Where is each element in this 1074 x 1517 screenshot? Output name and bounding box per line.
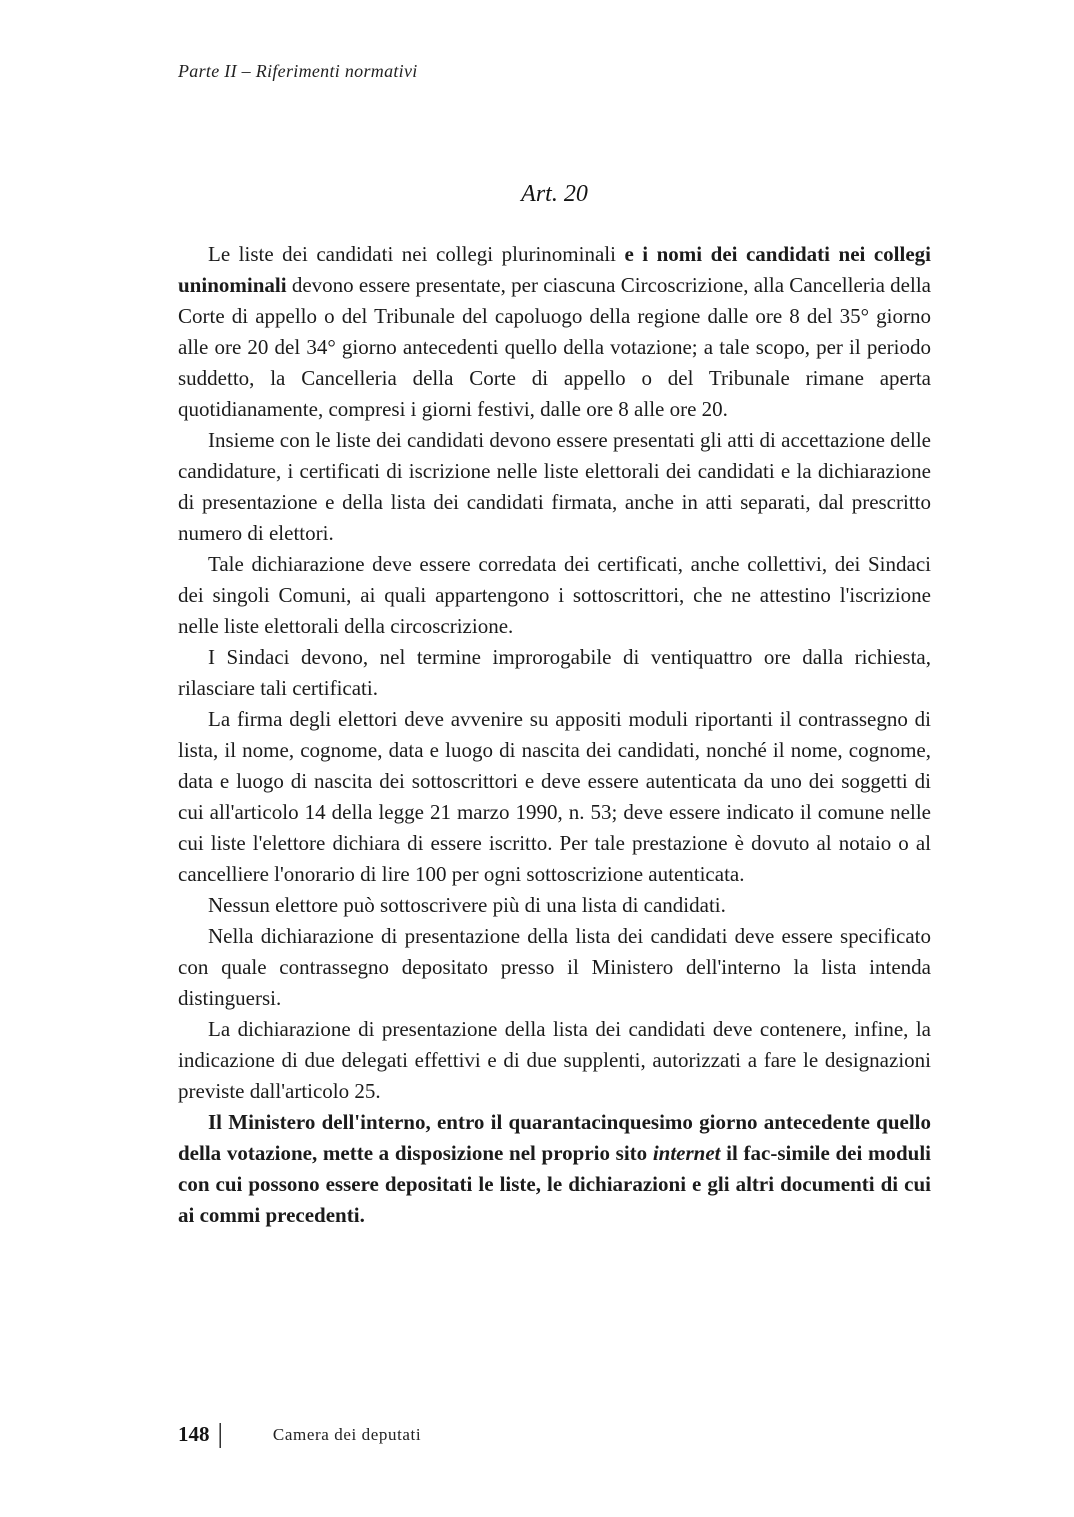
article-body (178, 239, 931, 1231)
text-segment: e i nomi dei candidati nei collegi uninominali (178, 242, 932, 297)
text-segment: internet (652, 1141, 721, 1165)
running-header: Parte II – Riferimenti normativi (178, 61, 418, 81)
paragraph (178, 1107, 931, 1231)
text-segment: Nella dichiarazione di presentazione della lista dei candidati deve essere specificato con quale contrassegno depositato presso il Ministero dell'interno la lista intenda distinguersi. (178, 924, 931, 1010)
footer-separator-bar: | (217, 1418, 223, 1448)
paragraph (178, 890, 931, 921)
text-segment: I Sindaci devono, nel termine improrogabile di ventiquattro ore dalla richiesta, rilasciare tali certificati. (178, 645, 931, 700)
text-segment: il fac-simile dei moduli con cui possono essere depositati le liste, le dichiarazioni e gli altri documenti di cui ai commi precedenti. (178, 1141, 931, 1227)
paragraph (178, 549, 931, 642)
text-segment: Le liste dei candidati nei collegi plurinominali (208, 242, 625, 266)
text-segment: Insieme con le liste dei candidati devono essere presentati gli atti di accettazione delle candidature, i certificati di iscrizione nelle liste elettorali dei candidati e la dichiarazione di presentazione e della lista dei candidati firmata, anche in atti separati, dal prescritto numero di elettori. (178, 428, 931, 545)
paragraph (178, 921, 931, 1014)
text-segment: Nessun elettore può sottoscrivere più di una lista di candidati. (208, 893, 726, 917)
article-title: Art. 20 (521, 181, 588, 207)
paragraph (178, 642, 931, 704)
text-segment: La firma degli elettori deve avvenire su appositi moduli riportanti il contrassegno di lista, il nome, cognome, data e luogo di nascita dei candidati, nonché il nome, cognome, data e luogo di nascita dei sottoscrittori e deve essere autenticata da uno dei soggetti di cui all'articolo 14 della legge 21 marzo 1990, n. 53; deve essere indicato il comune nelle cui liste l'elettore dichiara di essere iscritto. Per tale prestazione è dovuto al notaio o al cancelliere l'onorario di lire 100 per ogni sottoscrizione autenticata. (178, 707, 931, 886)
paragraph (178, 704, 931, 890)
paragraph (178, 425, 931, 549)
text-segment: La dichiarazione di presentazione della lista dei candidati deve contenere, infine, la indicazione di due delegati effettivi e di due supplenti, autorizzati a fare le designazioni previste dall'articolo 25. (178, 1017, 931, 1103)
text-segment: Il Ministero dell'interno, entro il quarantacinquesimo giorno antecedente quello della votazione, mette a disposizione nel proprio sito (178, 1110, 931, 1165)
page-number: 148 (178, 1422, 210, 1446)
page-footer (178, 1419, 421, 1450)
publisher-name: Camera dei deputati (272, 1424, 422, 1444)
paragraph (178, 1014, 931, 1107)
paragraph (178, 239, 931, 425)
text-segment: devono essere presentate, per ciascuna Circoscrizione, alla Cancelleria della Corte di appello o del Tribunale del capoluogo della regione dalle ore 8 del 35° giorno alle ore 20 del 34° giorno antecedenti quello della votazione; a tale scopo, per il periodo suddetto, la Cancelleria della Corte di appello o del Tribunale rimane aperta quotidianamente, compresi i giorni festivi, dalle ore 8 alle ore 20. (178, 273, 931, 421)
text-segment: Tale dichiarazione deve essere corredata dei certificati, anche collettivi, dei Sindaci dei singoli Comuni, ai quali appartengono i sottoscrittori, che ne attestino l'iscrizione nelle liste elettorali della circoscrizione. (178, 552, 931, 638)
